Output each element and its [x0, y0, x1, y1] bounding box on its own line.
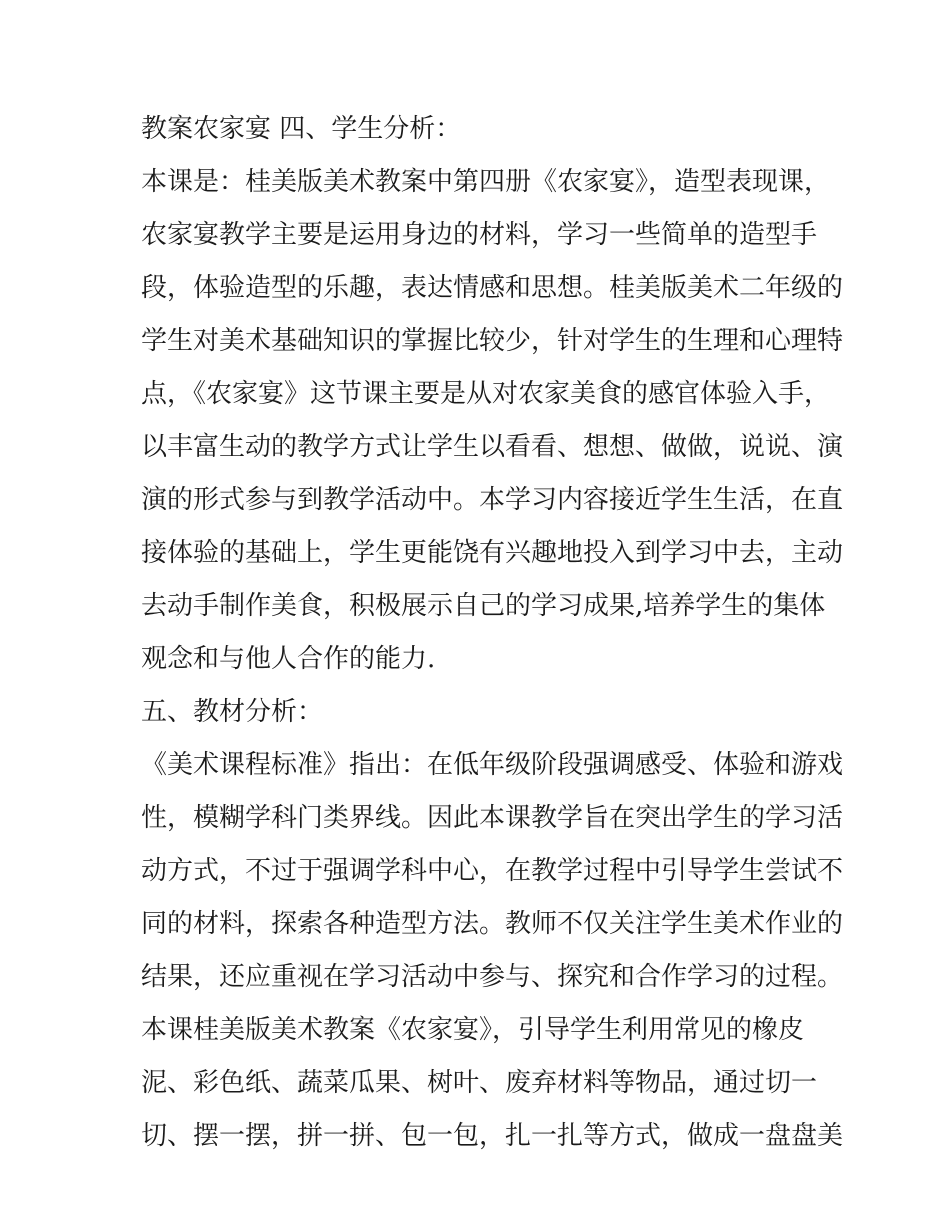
- text-line: 泥、彩色纸、蔬菜瓜果、树叶、废弃材料等物品，通过切一: [141, 1068, 818, 1098]
- text-line: 观念和与他人合作的能力.: [141, 644, 436, 674]
- text-line: 《美术课程标准》指出：在低年级阶段强调感受、体验和游戏: [141, 750, 844, 780]
- text-line: 去动手制作美食，积极展示自己的学习成果,培养学生的集体: [141, 591, 826, 621]
- text-line: 段，体验造型的乐趣，表达情感和思想。桂美版美术二年级的: [141, 273, 844, 303]
- text-line: 农家宴教学主要是运用身边的材料，学习一些简单的造型手: [141, 220, 818, 250]
- text-line: 教案农家宴 四、学生分析：: [141, 114, 462, 144]
- text-line: 切、摆一摆，拼一拼、包一包，扎一扎等方式，做成一盘盘美: [141, 1121, 844, 1151]
- text-line: 以丰富生动的教学方式让学生以看看、想想、做做，说说、演: [141, 432, 844, 462]
- text-line: 点，《农家宴》这节课主要是从对农家美食的感官体验入手，: [141, 379, 831, 409]
- text-line: 本课是：桂美版美术教案中第四册《农家宴》，造型表现课，: [141, 167, 831, 197]
- text-line: 学生对美术基础知识的掌握比较少，针对学生的生理和心理特: [141, 326, 844, 356]
- text-line: 性，模糊学科门类界线。因此本课教学旨在突出学生的学习活: [141, 803, 844, 833]
- text-line: 本课桂美版美术教案《农家宴》，引导学生利用常见的橡皮: [141, 1015, 805, 1045]
- section-heading: 五、教材分析：: [141, 697, 324, 727]
- text-line: 动方式，不过于强调学科中心，在教学过程中引导学生尝试不: [141, 856, 844, 886]
- text-line: 演的形式参与到教学活动中。本学习内容接近学生生活，在直: [141, 485, 844, 515]
- text-line: 结果，还应重视在学习活动中参与、探究和合作学习的过程。: [141, 962, 844, 992]
- text-line: 接体验的基础上，学生更能饶有兴趣地投入到学习中去，主动: [141, 538, 844, 568]
- text-line: 同的材料，探索各种造型方法。教师不仅关注学生美术作业的: [141, 909, 844, 939]
